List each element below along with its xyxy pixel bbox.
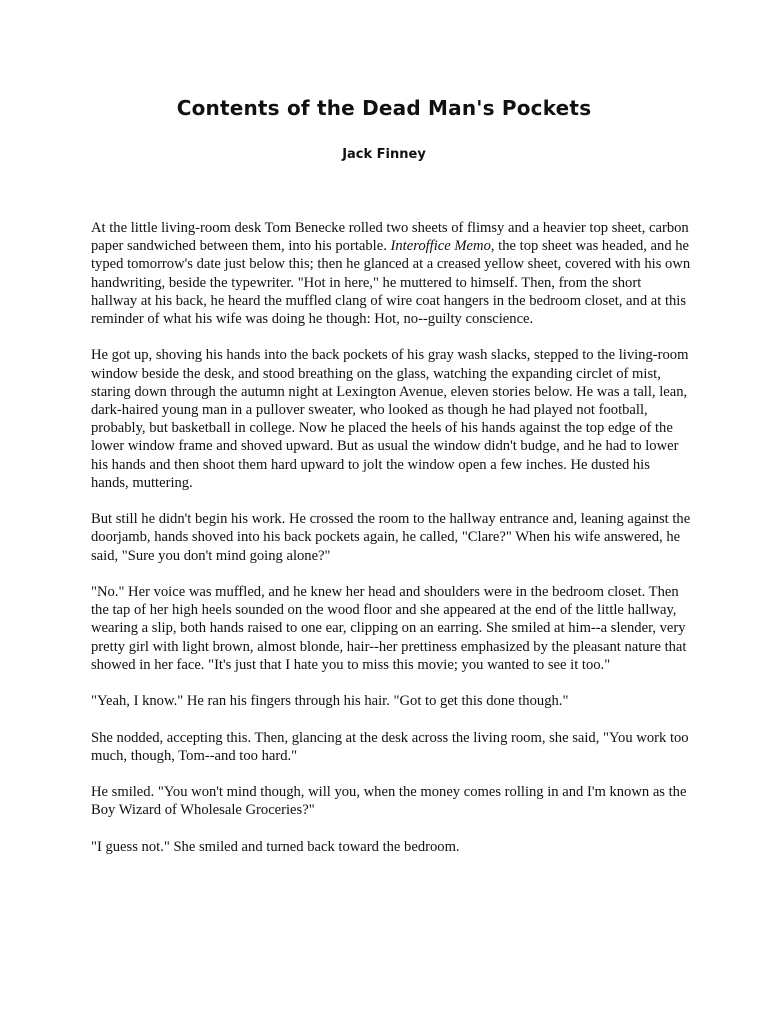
story-body: [91, 219, 691, 874]
paragraph-4: "No." Her voice was muffled, and he knew her head and shoulders were in the bedroom closet. Then the tap of her high heels sounded on the wood floor and she appeared at the end of the little hallway, wearing a slip, both hands raised to one ear, clipping on an earring. She smiled at him--a slender, very pretty girl with light brown, almost blonde, hair--her prettiness emphasized by the pleasant nature that showed in her face. "It's just that I hate you to miss this movie; you wanted to see it too.": [91, 584, 687, 673]
paragraph-7: He smiled. "You won't mind though, will you, when the money comes rolling in and I'm known as the Boy Wizard of Wholesale Groceries?": [91, 784, 687, 819]
paragraph-5: "Yeah, I know." He ran his fingers through his hair. "Got to get this done though.": [91, 693, 569, 710]
paragraph-3: But still he didn't begin his work. He crossed the room to the hallway entrance and, leaning against the doorjamb, hands shoved into his back pockets again, he called, "Clare?" When his wife answered, he said, "Sure you don't mind going alone?": [91, 511, 691, 564]
memo-heading-italic: Interoffice Memo: [390, 238, 491, 255]
paragraph-8: "I guess not." She smiled and turned back toward the bedroom.: [91, 838, 460, 855]
paragraph-6: She nodded, accepting this. Then, glancing at the desk across the living room, she said, "You work too much, though, Tom--and too hard.": [91, 729, 689, 764]
paragraph-1-text-end: , the top sheet was headed, and he typed tomorrow's date just below this; then he glanced at a creased yellow sheet, covered with his own handwriting, beside the typewriter. "Hot in here," he muttered to himself. Then, from the short hallway at his back, he heard the muffled clang of wire coat hangers in the bedroom closet, and at this reminder of what his wife was doing he though: Hot, no--guilty conscience.: [91, 238, 691, 328]
paragraph-2: He got up, shoving his hands into the back pockets of his gray wash slacks, stepped to the living-room window beside the desk, and stood breathing on the glass, watching the expanding circlet of mist, staring down through the autumn night at Lexington Avenue, eleven stories below. He was a tall, lean, dark-haired young man in a pullover sweater, who looked as though he had played not football, probably, but basketball in college. Now he placed the heels of his hands against the top edge of the lower window frame and shoved upward. But as usual the window didn't budge, and he had to lower his hands and then shoot them hard upward to jolt the window open a few inches. He dusted his hands, muttering.: [91, 347, 689, 491]
author-name: Jack Finney: [342, 147, 426, 162]
paragraph-1: [91, 219, 691, 328]
page-title: Contents of the Dead Man's Pockets: [176, 96, 592, 120]
paragraph-1-text-start: At the little living-room desk Tom Benecke rolled two sheets of flimsy and a heavier top sheet, carbon paper sandwiched between them, into his portable.: [91, 220, 689, 255]
